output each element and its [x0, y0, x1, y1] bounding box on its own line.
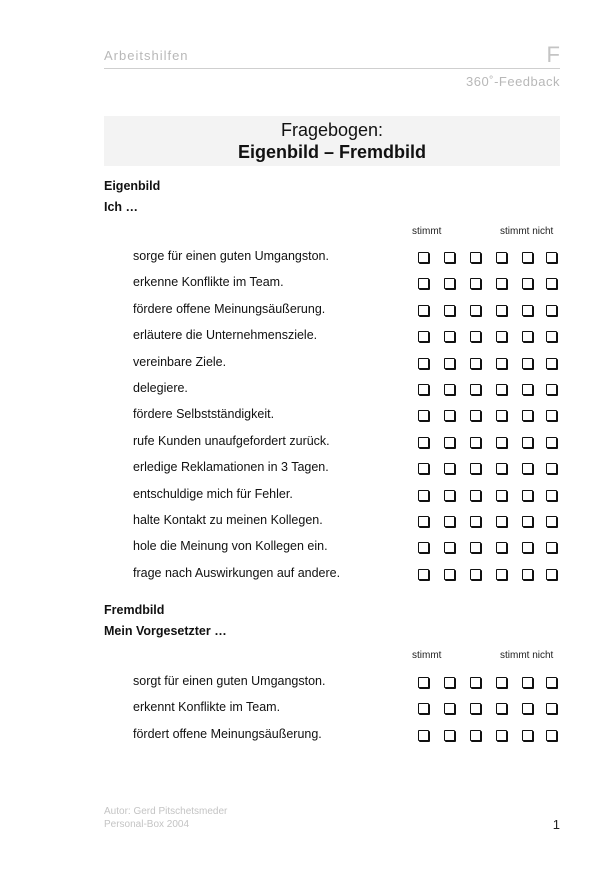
- rating-checkbox-1[interactable]: [418, 703, 429, 714]
- rating-checkbox-5[interactable]: [522, 516, 533, 527]
- rating-checkbox-3[interactable]: [470, 384, 481, 395]
- section1-rating-row: [418, 569, 558, 581]
- section1-rating-row: [418, 305, 558, 317]
- section1-rating-row: [418, 463, 558, 475]
- rating-checkbox-4[interactable]: [496, 463, 507, 474]
- rating-checkbox-1[interactable]: [418, 410, 429, 421]
- section1-rating-row: [418, 384, 558, 396]
- rating-checkbox-6[interactable]: [546, 490, 557, 501]
- section2-subheading: Mein Vorgesetzter …: [104, 624, 227, 638]
- rating-checkbox-3[interactable]: [470, 677, 481, 688]
- rating-checkbox-6[interactable]: [546, 569, 557, 580]
- rating-checkbox-2[interactable]: [444, 542, 455, 553]
- rating-checkbox-6[interactable]: [546, 730, 557, 741]
- rating-checkbox-3[interactable]: [470, 542, 481, 553]
- rating-checkbox-5[interactable]: [522, 463, 533, 474]
- rating-checkbox-1[interactable]: [418, 384, 429, 395]
- section1-item-text: vereinbare Ziele.: [133, 354, 227, 369]
- section1-rating-row: [418, 490, 558, 502]
- header-section-label: Arbeitshilfen: [104, 48, 189, 63]
- rating-checkbox-4[interactable]: [496, 358, 507, 369]
- rating-checkbox-2[interactable]: [444, 410, 455, 421]
- rating-checkbox-6[interactable]: [546, 384, 557, 395]
- title-line-1: Fragebogen:: [280, 120, 384, 140]
- rating-checkbox-2[interactable]: [444, 490, 455, 501]
- rating-checkbox-2[interactable]: [444, 331, 455, 342]
- rating-checkbox-4[interactable]: [496, 437, 507, 448]
- rating-checkbox-6[interactable]: [546, 278, 557, 289]
- rating-checkbox-4[interactable]: [496, 703, 507, 714]
- section1-scale-agree: stimmt: [412, 226, 442, 237]
- rating-checkbox-4[interactable]: [496, 252, 507, 263]
- section2-scale-disagree: stimmt nicht: [500, 650, 554, 661]
- rating-checkbox-2[interactable]: [444, 677, 455, 688]
- rating-checkbox-3[interactable]: [470, 410, 481, 421]
- section1-rating-row: [418, 542, 558, 554]
- rating-checkbox-1[interactable]: [418, 358, 429, 369]
- header-subtitle: 360˚-Feedback: [466, 74, 560, 89]
- rating-checkbox-2[interactable]: [444, 358, 455, 369]
- rating-checkbox-1[interactable]: [418, 490, 429, 501]
- rating-checkbox-2[interactable]: [444, 516, 455, 527]
- rating-checkbox-5[interactable]: [522, 384, 533, 395]
- section2-rating-row: [418, 730, 558, 742]
- rating-checkbox-5[interactable]: [522, 252, 533, 263]
- section1-rating-row: [418, 278, 558, 290]
- header-chapter-letter: F: [546, 42, 560, 67]
- header-divider: [104, 68, 560, 69]
- rating-checkbox-4[interactable]: [496, 331, 507, 342]
- rating-checkbox-1[interactable]: [418, 516, 429, 527]
- section2-item-text: fördert offene Meinungsäußerung.: [133, 726, 322, 741]
- section1-scale-disagree: stimmt nicht: [500, 226, 554, 237]
- rating-checkbox-3[interactable]: [470, 569, 481, 580]
- section1-item-text: erledige Reklamationen in 3 Tagen.: [133, 460, 329, 475]
- rating-checkbox-6[interactable]: [546, 703, 557, 714]
- rating-checkbox-3[interactable]: [470, 437, 481, 448]
- section2-rating-row: [418, 677, 558, 689]
- rating-checkbox-3[interactable]: [470, 730, 481, 741]
- section1-heading: Eigenbild: [104, 179, 161, 193]
- section2-heading: Fremdbild: [104, 603, 165, 617]
- section1-item-text: rufe Kunden unaufgefordert zurück.: [133, 433, 330, 448]
- rating-checkbox-1[interactable]: [418, 252, 429, 263]
- footer-source: Personal-Box 2004: [104, 819, 190, 830]
- rating-checkbox-5[interactable]: [522, 677, 533, 688]
- rating-checkbox-5[interactable]: [522, 542, 533, 553]
- section1-item-text: halte Kontakt zu meinen Kollegen.: [133, 513, 323, 527]
- rating-checkbox-4[interactable]: [496, 305, 507, 316]
- rating-checkbox-5[interactable]: [522, 410, 533, 421]
- rating-checkbox-4[interactable]: [496, 384, 507, 395]
- rating-checkbox-4[interactable]: [496, 677, 507, 688]
- rating-checkbox-4[interactable]: [496, 490, 507, 501]
- rating-checkbox-4[interactable]: [496, 516, 507, 527]
- rating-checkbox-2[interactable]: [444, 703, 455, 714]
- rating-checkbox-6[interactable]: [546, 331, 557, 342]
- rating-checkbox-1[interactable]: [418, 542, 429, 553]
- section1-item-text: entschuldige mich für Fehler.: [133, 486, 293, 501]
- rating-checkbox-1[interactable]: [418, 437, 429, 448]
- section1-item-text: frage nach Auswirkungen auf andere.: [133, 565, 341, 580]
- section1-rating-row: [418, 358, 558, 370]
- rating-checkbox-5[interactable]: [522, 569, 533, 580]
- rating-checkbox-6[interactable]: [546, 358, 557, 369]
- section2-rating-row: [418, 703, 558, 715]
- rating-checkbox-1[interactable]: [418, 278, 429, 289]
- section1-rating-row: [418, 516, 558, 528]
- title-line-2: Eigenbild – Fremdbild: [237, 142, 426, 162]
- rating-checkbox-3[interactable]: [470, 331, 481, 342]
- section1-item-text: hole die Meinung von Kollegen ein.: [133, 539, 328, 554]
- section2-item-text: sorgt für einen guten Umgangston.: [133, 674, 326, 688]
- section2-scale-agree: stimmt: [412, 650, 442, 661]
- rating-checkbox-3[interactable]: [470, 252, 481, 263]
- rating-checkbox-6[interactable]: [546, 305, 557, 316]
- rating-checkbox-1[interactable]: [418, 331, 429, 342]
- rating-checkbox-2[interactable]: [444, 463, 455, 474]
- rating-checkbox-4[interactable]: [496, 410, 507, 421]
- rating-checkbox-2[interactable]: [444, 384, 455, 395]
- page-number: 1: [552, 817, 560, 832]
- section1-rating-row: [418, 252, 558, 264]
- title-box: [104, 116, 560, 166]
- rating-checkbox-2[interactable]: [444, 252, 455, 263]
- rating-checkbox-6[interactable]: [546, 542, 557, 553]
- rating-checkbox-2[interactable]: [444, 278, 455, 289]
- rating-checkbox-5[interactable]: [522, 730, 533, 741]
- rating-checkbox-5[interactable]: [522, 703, 533, 714]
- rating-checkbox-6[interactable]: [546, 463, 557, 474]
- rating-checkbox-3[interactable]: [470, 516, 481, 527]
- rating-checkbox-2[interactable]: [444, 730, 455, 741]
- rating-checkbox-1[interactable]: [418, 677, 429, 688]
- rating-checkbox-3[interactable]: [470, 703, 481, 714]
- rating-checkbox-3[interactable]: [470, 358, 481, 369]
- rating-checkbox-5[interactable]: [522, 490, 533, 501]
- rating-checkbox-3[interactable]: [470, 490, 481, 501]
- rating-checkbox-4[interactable]: [496, 542, 507, 553]
- rating-checkbox-6[interactable]: [546, 437, 557, 448]
- section1-rating-row: [418, 410, 558, 422]
- section1-rating-row: [418, 331, 558, 343]
- rating-checkbox-5[interactable]: [522, 305, 533, 316]
- rating-checkbox-2[interactable]: [444, 569, 455, 580]
- rating-checkbox-4[interactable]: [496, 278, 507, 289]
- section1-item-text: fördere offene Meinungsäußerung.: [133, 301, 326, 316]
- rating-checkbox-6[interactable]: [546, 410, 557, 421]
- rating-checkbox-4[interactable]: [496, 730, 507, 741]
- rating-checkbox-2[interactable]: [444, 437, 455, 448]
- section1-subheading: Ich …: [104, 200, 139, 214]
- section1-rating-row: [418, 437, 558, 449]
- section1-item-text: erläutere die Unternehmensziele.: [133, 328, 318, 343]
- rating-checkbox-1[interactable]: [418, 730, 429, 741]
- rating-checkbox-3[interactable]: [470, 305, 481, 316]
- section1-item-text: delegiere.: [133, 381, 188, 395]
- section1-item-text: sorge für einen guten Umgangston.: [133, 249, 329, 263]
- section2-item-text: erkennt Konflikte im Team.: [133, 700, 281, 715]
- rating-checkbox-1[interactable]: [418, 569, 429, 580]
- section1-item-text: fördere Selbstständigkeit.: [133, 407, 275, 422]
- rating-checkbox-3[interactable]: [470, 278, 481, 289]
- rating-checkbox-5[interactable]: [522, 437, 533, 448]
- rating-checkbox-6[interactable]: [546, 252, 557, 263]
- rating-checkbox-4[interactable]: [496, 569, 507, 580]
- rating-checkbox-2[interactable]: [444, 305, 455, 316]
- rating-checkbox-5[interactable]: [522, 358, 533, 369]
- rating-checkbox-1[interactable]: [418, 463, 429, 474]
- rating-checkbox-5[interactable]: [522, 278, 533, 289]
- rating-checkbox-6[interactable]: [546, 516, 557, 527]
- rating-checkbox-3[interactable]: [470, 463, 481, 474]
- rating-checkbox-6[interactable]: [546, 677, 557, 688]
- section1-item-text: erkenne Konflikte im Team.: [133, 275, 284, 290]
- rating-checkbox-5[interactable]: [522, 331, 533, 342]
- rating-checkbox-1[interactable]: [418, 305, 429, 316]
- footer-author: Autor: Gerd Pitschetsmeder: [104, 806, 228, 817]
